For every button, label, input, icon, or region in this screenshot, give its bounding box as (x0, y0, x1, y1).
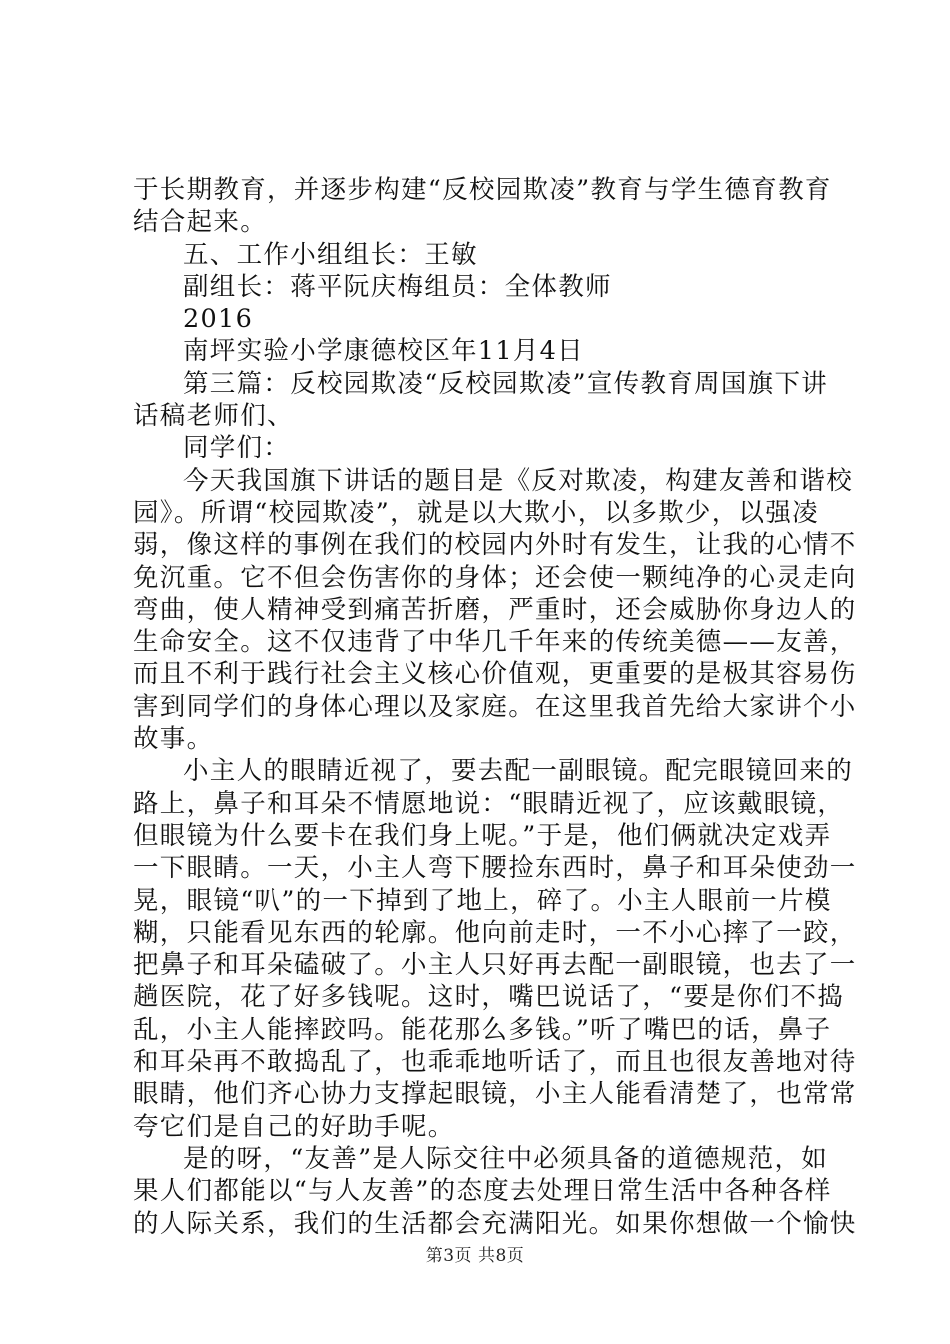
text-line: 今天我国旗下讲话的题目是《反对欺凌，构建友善和谐校 (183, 465, 854, 496)
text-line: 的人际关系，我们的生活都会充满阳光。如果你想做一个愉快 (133, 1208, 857, 1239)
text-line: 故事。 (133, 724, 214, 755)
text-line: 结合起来。 (133, 207, 268, 238)
text-line: 路上，鼻子和耳朵不情愿地说：“眼睛近视了，应该戴眼镜， (133, 788, 845, 819)
text-line: 生命安全。这不仅违背了中华几千年来的传统美德——友善， (133, 627, 857, 658)
text-line: 同学们： (183, 433, 291, 464)
text-line: 把鼻子和耳朵磕破了。小主人只好再去配一副眼镜，也去了一 (133, 950, 857, 981)
text-line: 于长期教育，并逐步构建“反校园欺凌”教育与学生德育教育 (133, 175, 832, 205)
text-line: 果人们都能以“与人友善”的态度去处理日常生活中各种各样 (133, 1176, 832, 1207)
text-line: 南坪实验小学康德校区年11月4日 (183, 336, 584, 367)
text-line: 夸它们是自己的好助手呢。 (133, 1111, 455, 1142)
text-line: 是的呀，“友善”是人际交往中必须具备的道德规范，如 (183, 1143, 829, 1174)
text-line: 眼睛，他们齐心协力支撑起眼镜，小主人能看清楚了，也常常 (133, 1079, 857, 1110)
text-line: 2016 (183, 304, 254, 335)
text-line: 五、工作小组组长：王敏 (183, 239, 478, 270)
text-line: 害到同学们的身体心理以及家庭。在这里我首先给大家讲个小 (133, 691, 857, 722)
body-text (133, 174, 857, 1240)
text-line: 副组长：蒋平阮庆梅组员：全体教师 (183, 271, 612, 302)
text-line: 弱，像这样的事例在我们的校园内外时有发生，让我的心情不 (133, 530, 857, 561)
page-footer: 第3页 共8页 (425, 1246, 525, 1266)
text-line: 弯曲，使人精神受到痛苦折磨，严重时，还会威胁你身边人的 (133, 594, 857, 625)
text-line: 园》。所谓“校园欺凌”，就是以大欺小，以多欺少，以强凌 (133, 497, 819, 528)
text-line: 晃，眼镜“叭”的一下掉到了地上，碎了。小主人眼前一片模 (133, 885, 832, 916)
text-line: 话稿老师们、 (133, 401, 294, 432)
text-line: 但眼镜为什么要卡在我们身上呢。”于是，他们俩就决定戏弄 (133, 820, 832, 851)
text-line: 一下眼睛。一天，小主人弯下腰捡东西时，鼻子和耳朵使劲一 (133, 853, 857, 884)
text-line: 糊，只能看见东西的轮廓。他向前走时，一不小心摔了一跤， (133, 917, 857, 948)
text-line: 趟医院，花了好多钱呢。这时，嘴巴说话了，“要是你们不捣 (133, 982, 845, 1013)
text-line: 乱，小主人能摔跤吗。能花那么多钱。”听了嘴巴的话，鼻子 (133, 1014, 832, 1045)
text-line: 免沉重。它不但会伤害你的身体；还会使一颗纯净的心灵走向 (133, 562, 857, 593)
text-line: 小主人的眼睛近视了，要去配一副眼镜。配完眼镜回来的 (183, 756, 854, 787)
text-line: 和耳朵再不敢捣乱了，也乖乖地听话了，而且也很友善地对待 (133, 1047, 857, 1078)
text-line: 第三篇：反校园欺凌“反校园欺凌”宣传教育周国旗下讲 (183, 368, 829, 399)
text-line: 而且不利于践行社会主义核心价值观，更重要的是极其容易伤 (133, 659, 857, 690)
